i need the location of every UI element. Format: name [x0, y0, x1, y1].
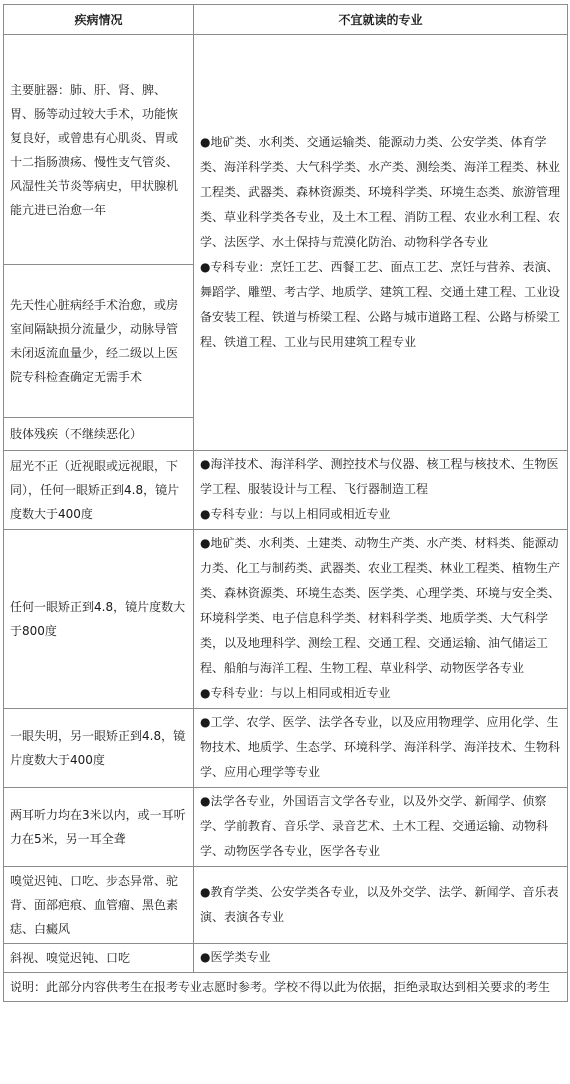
table-row — [4, 788, 568, 867]
majors-paragraph: ●医学类专业 — [200, 950, 271, 964]
condition-cell: 斜视、嗅觉迟钝、口吃 — [4, 944, 194, 973]
majors-paragraph: ●法学各专业，外国语言文学各专业，以及外交学、新闻学、侦察学、学前教育、音乐学、录音艺术、土木工程、交通运输、动物科学、动物医学各专业，医学各专业 — [200, 794, 549, 858]
majors-cell — [194, 35, 568, 451]
condition-cell: 两耳听力均在3米以内，或一耳听力在5米，另一耳全聋 — [4, 788, 194, 867]
table-header-row — [4, 5, 568, 35]
majors-cell — [194, 709, 568, 788]
condition-cell: 嗅觉迟钝、口吃、步态异常、驼背、面部疤痕、血管瘤、黑色素痣、白癜风 — [4, 867, 194, 944]
majors-paragraph: ●工学、农学、医学、法学各专业，以及应用物理学、应用化学、生物技术、地质学、生态学、环境科学、海洋科学、海洋技术、生物科学、应用心理学等专业 — [200, 715, 561, 779]
majors-paragraph: ●地矿类、水利类、交通运输类、能源动力类、公安学类、体育学类、海洋科学类、大气科学类、水产类、测绘类、海洋工程类、林业工程类、武器类、森林资源类、环境科学类、环境生态类、旅游管理类、草业科学类各专业，及土木工程、消防工程、农业水利工程、农学、法医学、水土保持与荒漠化防治、动物科学各专业 — [200, 134, 561, 249]
note-row — [4, 973, 568, 1002]
table-row — [4, 867, 568, 944]
header-condition: 疾病情况 — [4, 5, 194, 35]
table-row — [4, 944, 568, 973]
majors-cell — [194, 530, 568, 709]
majors-cell — [194, 451, 568, 530]
condition-cell: 一眼失明，另一眼矫正到4.8，镜片度数大于400度 — [4, 709, 194, 788]
condition-cell: 屈光不正（近视眼或远视眼，下同），任何一眼矫正到4.8，镜片度数大于400度 — [4, 451, 194, 530]
restricted-majors-table — [3, 4, 568, 1002]
condition-cell: 任何一眼矫正到4.8，镜片度数大于800度 — [4, 530, 194, 709]
table-row — [4, 451, 568, 530]
majors-paragraph: ●教育学类、公安学类各专业，以及外交学、法学、新闻学、音乐表演、表演各专业 — [200, 884, 559, 924]
condition-cell: 先天性心脏病经手术治愈，或房室间隔缺损分流量少，动脉导管未闭返流血量少，经二级以上医院专科检查确定无需手术 — [4, 265, 194, 418]
majors-paragraph: ●专科专业：与以上相同或相近专业 — [200, 507, 391, 521]
majors-paragraph: ●海洋技术、海洋科学、测控技术与仪器、核工程与核技术、生物医学工程、服装设计与工程、飞行器制造工程 — [200, 457, 559, 496]
majors-paragraph: ●地矿类、水利类、土建类、动物生产类、水产类、材料类、能源动力类、化工与制药类、武器类、农业工程类、林业工程类、植物生产类、森林资源类、环境生态类、医学类、心理学类、环境与安全类、环境科学类、电子信息科学类、材料科学类、地质学类、大气科学类，以及地理科学、测绘工程、交通工程、交通运输、油气储运工程、船舶与海洋工程、生物工程、草业科学、动物医学各专业 — [200, 536, 561, 675]
table-row — [4, 530, 568, 709]
majors-paragraph: ●专科专业：烹饪工艺、西餐工艺、面点工艺、烹饪与营养、表演、舞蹈学、雕塑、考古学、地质学、建筑工程、交通土建工程、工业设备安装工程、铁道与桥梁工程、公路与城市道路工程、公路与桥梁工程、铁道工程、工业与民用建筑工程专业 — [200, 259, 561, 349]
condition-cell: 主要脏器：肺、肝、肾、脾、胃、肠等动过较大手术，功能恢复良好，或曾患有心肌炎、胃或十二指肠溃疡、慢性支气管炎、风湿性关节炎等病史，甲状腺机能亢进已治愈一年 — [4, 35, 194, 265]
condition-cell: 肢体残疾（不继续恶化） — [4, 418, 194, 451]
table-row — [4, 709, 568, 788]
majors-paragraph: ●专科专业：与以上相同或相近专业 — [200, 686, 391, 700]
header-majors: 不宜就读的专业 — [194, 5, 568, 35]
majors-cell — [194, 788, 568, 867]
majors-cell — [194, 867, 568, 944]
table-row — [4, 35, 568, 265]
majors-cell — [194, 944, 568, 973]
note-text: 说明：此部分内容供考生在报考专业志愿时参考。学校不得以此为依据，拒绝录取达到相关要求的考生 — [4, 973, 568, 1002]
